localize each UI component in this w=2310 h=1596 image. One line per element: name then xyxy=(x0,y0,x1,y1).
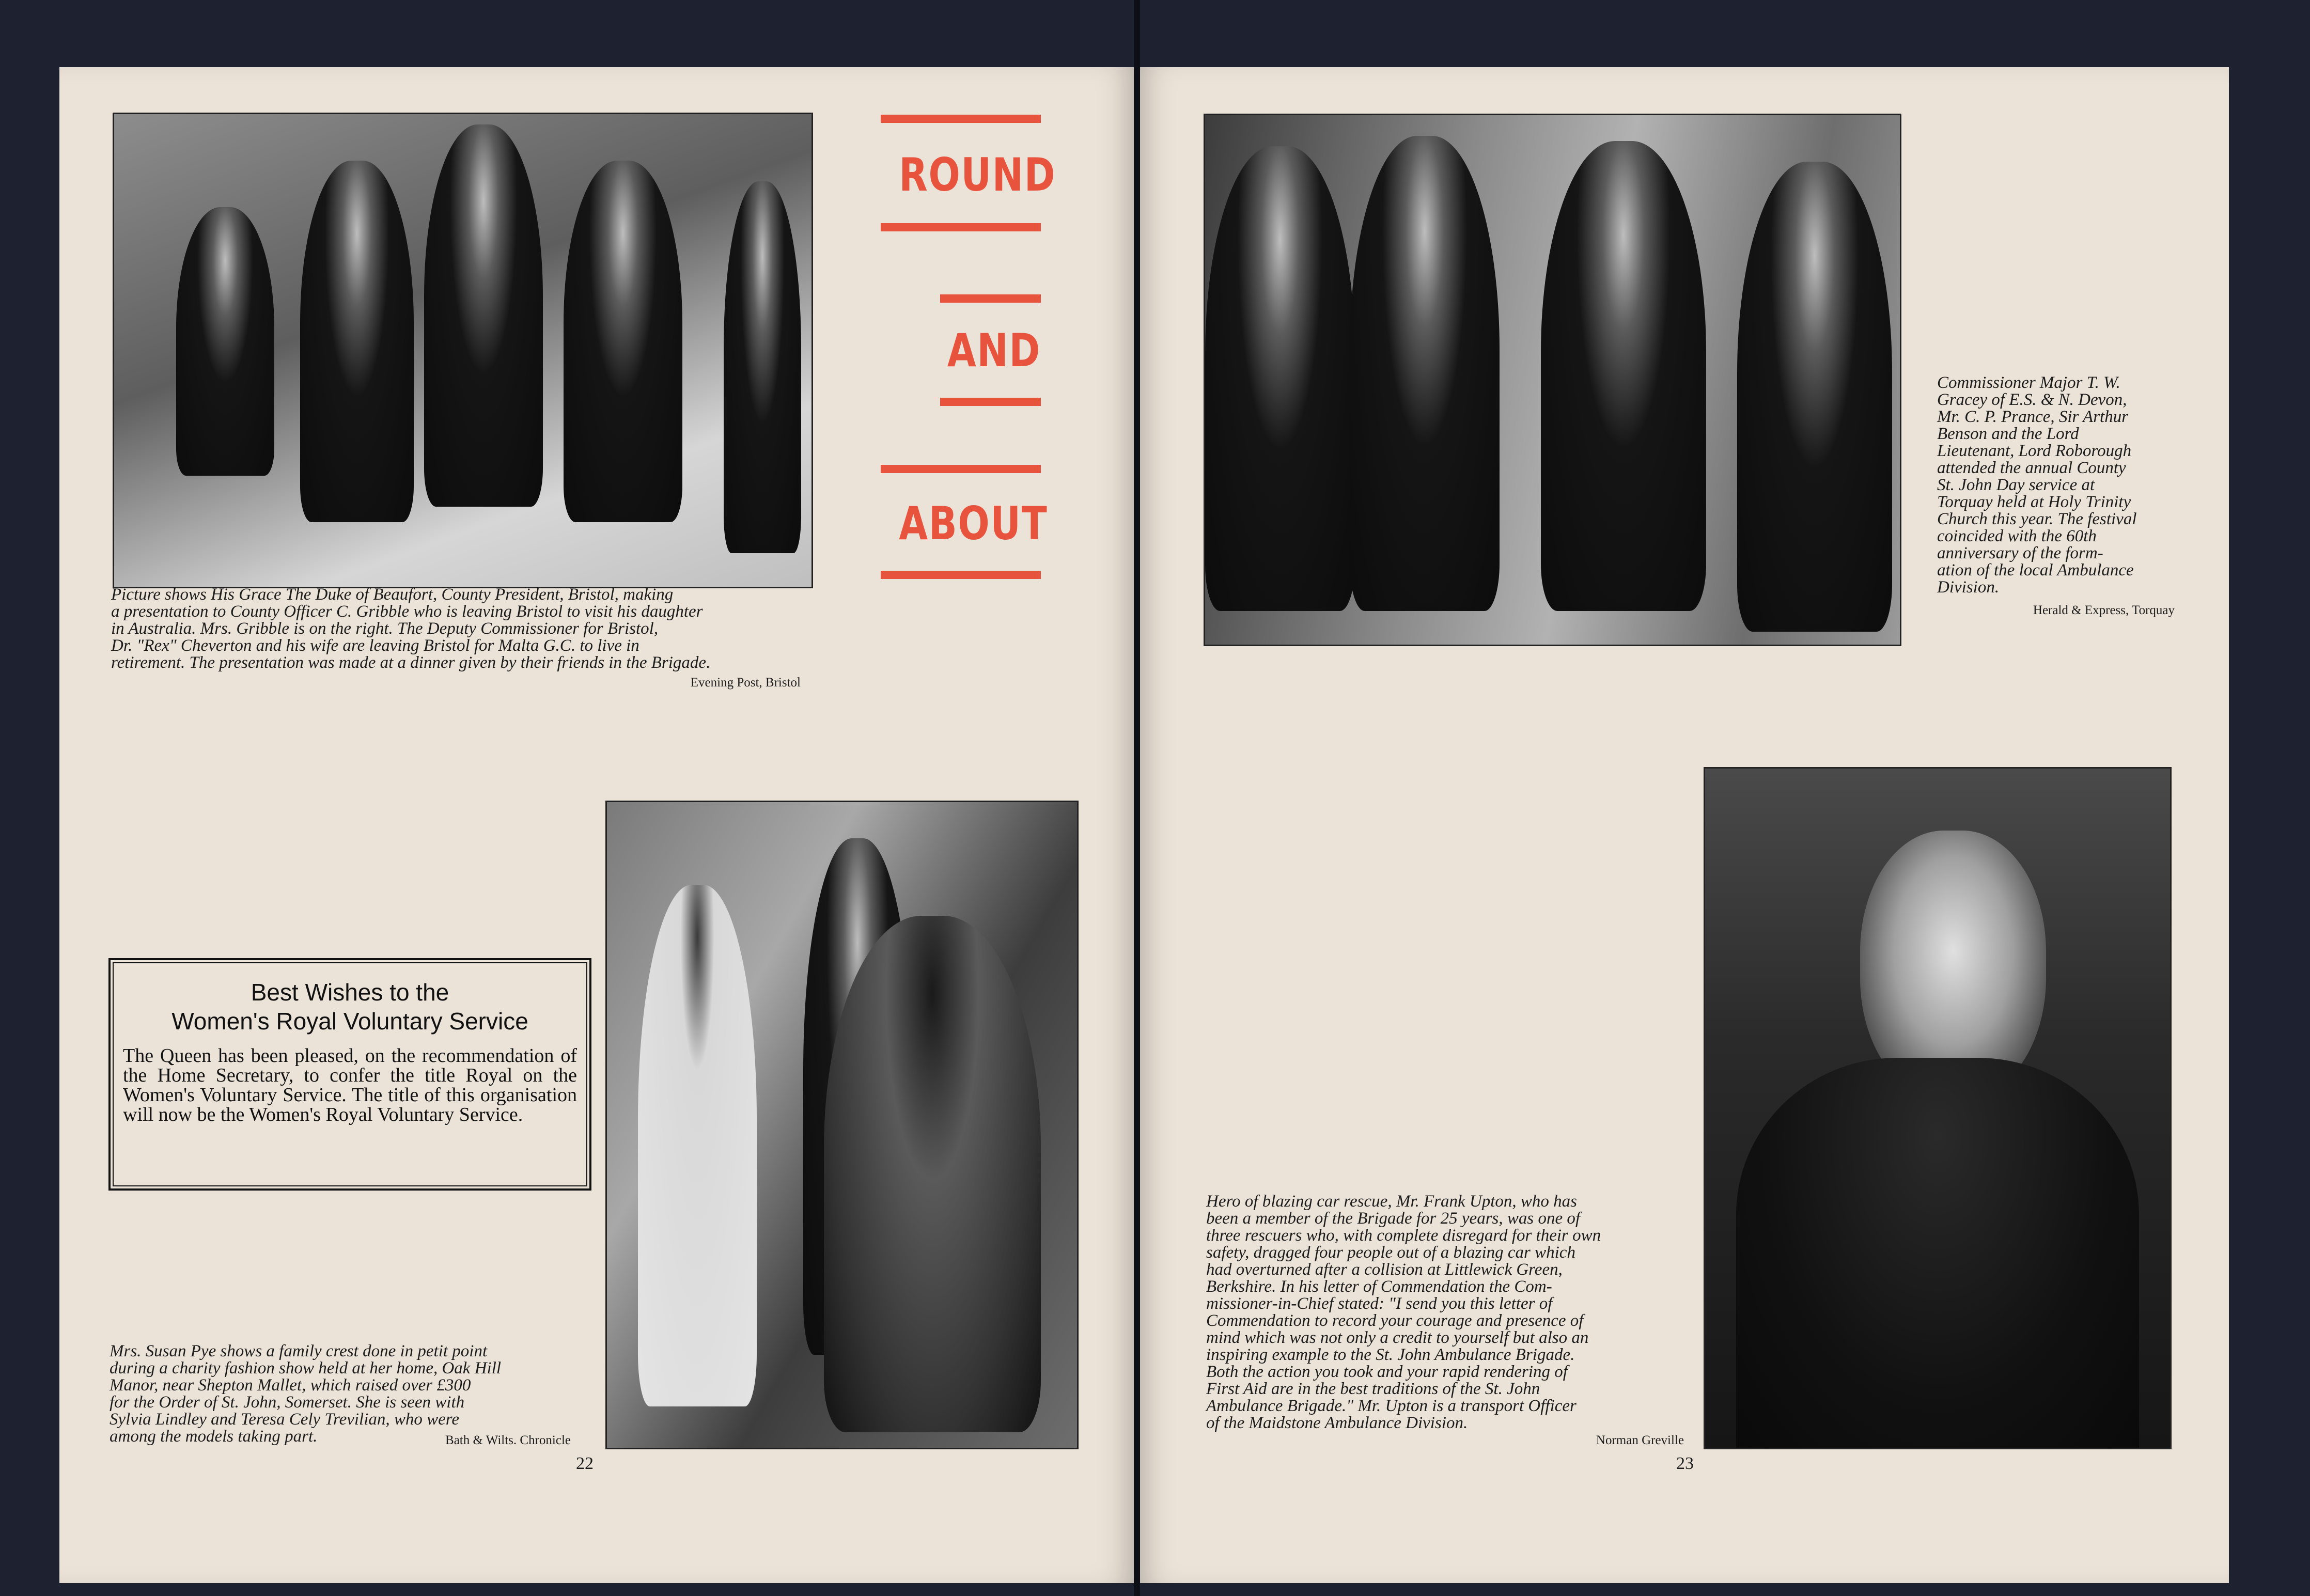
st-john-day-service-caption: Commissioner Major T. W. Gracey of E.S. & N. Devon, Mr. C. P. Prance, Sir Arthur Benson and the Lord Lieutenant, Lord Roborough attended the annual County St. John Day service at Torquay held at Holy Trinity Church this year. The festival coincided with the 60th anniversary of the form- ation of the local Ambulance Division. xyxy=(1937,373,2137,597)
wrvs-notice-box xyxy=(108,958,591,1191)
st-john-day-service-credit: Herald & Express, Torquay xyxy=(2033,603,2175,617)
presentation-photo-credit: Evening Post, Bristol xyxy=(690,676,801,690)
banner-bar xyxy=(881,571,1041,579)
banner-bar xyxy=(881,115,1041,123)
banner-word-about: ABOUT xyxy=(899,497,1048,550)
frank-upton-portrait-photo xyxy=(1704,767,2172,1449)
page-number-right: 23 xyxy=(1676,1454,1694,1473)
banner-word-round: ROUND xyxy=(899,148,1056,201)
page-number-left: 22 xyxy=(576,1454,594,1473)
frank-upton-credit: Norman Greville xyxy=(1596,1433,1684,1447)
fashion-show-photo-caption: Mrs. Susan Pye shows a family crest done in petit point during a charity fashion show held at her home, Oak Hill Manor, near Shepton Mallet, which raised over £300 for the Order of St. John, Somerset. She is seen with Sylvia Lindley and Teresa Cely Trevilian, who were among the models taking part. xyxy=(110,1342,502,1446)
banner-bar xyxy=(881,223,1041,231)
notice-body: The Queen has been pleased, on the recommendation of the Home Secretary, to confer the title Royal on the Women's Voluntary Service. The title of this organisation will now be the Women's Royal Voluntary Service. xyxy=(123,1045,577,1125)
notice-title-line2: Women's Royal Voluntary Service xyxy=(171,1008,528,1035)
banner-word-and: AND xyxy=(947,324,1041,377)
banner-bar xyxy=(940,398,1041,406)
notice-title-line1: Best Wishes to the xyxy=(251,979,449,1006)
st-john-day-service-photo xyxy=(1204,114,1901,646)
book-spine xyxy=(1134,0,1140,1596)
presentation-photo-caption: Picture shows His Grace The Duke of Beaufort, County President, Bristol, making a presentation to County Officer C. Gribble who is leaving Bristol to visit his daughter in Australia. Mrs. Gribble is on the right. The Deputy Commissioner for Bristol, Dr. "Rex" Cheverton and his wife are leaving Bristol for Malta G.C. to live in retirement. The presentation was made at a dinner given by their friends in the Brigade. xyxy=(111,585,711,672)
banner-bar xyxy=(881,465,1041,473)
fashion-show-photo xyxy=(605,801,1079,1449)
frank-upton-caption: Hero of blazing car rescue, Mr. Frank Upton, who has been a member of the Brigade for 25 years, was one of three rescuers who, with complete disregard for their own safety, dragged four people out of a blazing car which had overturned after a collision at Littlewick Green, Berkshire. In his letter of Commendation the Com- missioner-in-Chief stated: "I send you this letter of Commendation to record your courage and presence of mind which was not only a credit to yourself but also an inspiring example to the St. John Ambulance Brigade. Both the action you took and your rapid rendering of First Aid are in the best traditions of the St. John Ambulance Brigade." Mr. Upton is a transport Officer of the Maidstone Ambulance Division. xyxy=(1206,1192,1601,1432)
banner-bar xyxy=(940,294,1041,303)
presentation-photo xyxy=(113,113,813,588)
fashion-show-photo-credit: Bath & Wilts. Chronicle xyxy=(445,1433,571,1447)
